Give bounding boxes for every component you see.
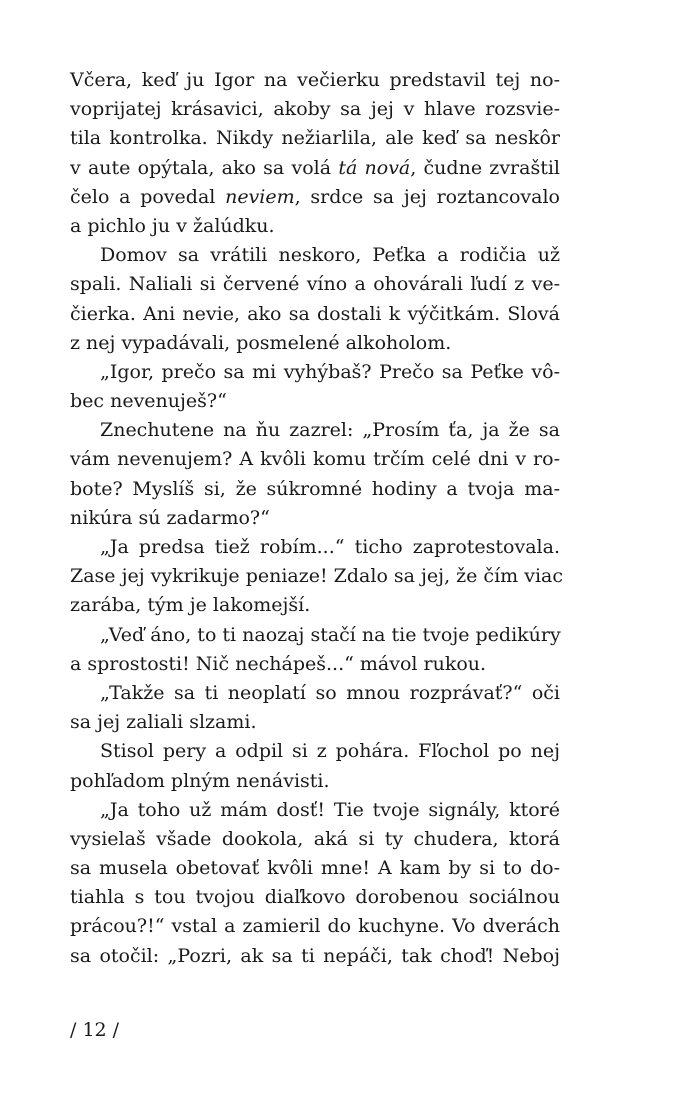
text-run: „Veď áno, to ti naozaj stačí na tie tvoje pedikúry <box>100 623 561 646</box>
text-line <box>70 475 560 504</box>
text-line <box>70 591 560 620</box>
text-run: „Ja toho už mám dosť! Tie tvoje signály, ktoré <box>100 798 560 821</box>
text-line <box>70 358 560 387</box>
text-run: sa otočil: „Pozri, ak sa ti nepáči, tak choď! Neboj <box>70 944 560 967</box>
text-run: bec nevenuješ?“ <box>70 390 227 413</box>
text-line <box>70 942 560 971</box>
text-run: čierka. Ani nevie, ako sa dostali k výčitkám. Slová <box>70 302 560 325</box>
body-text <box>70 66 563 971</box>
text-line <box>70 416 560 445</box>
text-line <box>70 679 560 708</box>
text-line <box>70 66 560 95</box>
text-run: a pichlo ju v žalúdku. <box>70 214 275 237</box>
text-run: sa musela obetovať kvôli mne! A kam by si to do- <box>70 857 560 880</box>
text-line <box>70 270 560 299</box>
italic-text-run: tá nová <box>338 156 411 179</box>
text-line <box>70 300 560 329</box>
text-run: z nej vypadávali, posmelené alkoholom. <box>70 331 452 354</box>
text-run: nikúra sú zadarmo?“ <box>70 506 270 529</box>
text-run: pohľadom plným nenávisti. <box>70 769 330 792</box>
text-run: Včera, keď ju Igor na večierku predstavil tej no- <box>70 69 560 91</box>
text-run: spali. Naliali si červené víno a ohovárali ľudí z ve- <box>70 273 560 296</box>
text-line <box>70 562 563 591</box>
text-run: , srdce sa jej roztancovalo <box>294 185 560 208</box>
text-run: prácou?!“ vstal a zamieril do kuchyne. Vo dverách <box>70 915 560 938</box>
text-run: vám nevenujem? A kvôli komu trčím celé dni v ro- <box>70 448 560 471</box>
text-run: bote? Myslíš si, že súkromné hodiny a tvoja ma- <box>70 477 560 500</box>
text-run: „Ja predsa tiež robím...“ ticho zaprotestovala. <box>100 536 560 558</box>
text-line <box>70 154 560 183</box>
text-run: a sprostosti! Nič nechápeš...“ mávol rukou. <box>70 652 487 675</box>
text-run: čelo a povedal <box>70 185 226 208</box>
text-run: v aute opýtala, ako sa volá <box>70 156 339 179</box>
text-line <box>70 796 560 825</box>
text-line <box>70 504 560 533</box>
text-line <box>70 912 560 941</box>
text-line <box>70 329 560 358</box>
text-run: sa jej zaliali slzami. <box>70 711 257 734</box>
text-line <box>70 650 560 679</box>
text-line <box>70 767 560 796</box>
text-run: voprijatej krásavici, akoby sa jej v hlave rozsvie- <box>70 98 560 121</box>
text-line <box>70 212 560 241</box>
text-run: Stisol pery a odpil si z pohára. Fľochol po nej <box>100 740 560 763</box>
text-line <box>70 825 560 854</box>
text-line <box>70 183 560 212</box>
text-run: tiahla s tou tvojou diaľkovo dorobenou sociálnou <box>70 886 560 909</box>
text-line <box>70 708 560 737</box>
text-run: zarába, tým je lakomejší. <box>70 594 311 617</box>
text-run: „Takže sa ti neoplatí so mnou rozprávať?“ oči <box>100 681 560 704</box>
text-line <box>70 445 560 474</box>
text-run: Znechutene na ňu zazrel: „Prosím ťa, ja že sa <box>100 419 560 442</box>
text-line <box>70 387 560 416</box>
text-line <box>70 621 560 650</box>
text-run: „Igor, prečo sa mi vyhýbaš? Prečo sa Peťke vô- <box>100 360 560 383</box>
text-line <box>70 241 560 270</box>
text-run: tila kontrolka. Nikdy nežiarlila, ale keď sa neskôr <box>70 127 560 150</box>
text-run: vysielaš všade dookola, aká si ty chudera, ktorá <box>70 827 560 850</box>
text-run: Zase jej vykrikuje peniaze! Zdalo sa jej, že čím viac <box>70 565 563 588</box>
page-number: / 12 / <box>70 1019 120 1041</box>
text-line <box>70 533 560 562</box>
text-run: Domov sa vrátili neskoro, Peťka a rodičia už <box>100 244 560 267</box>
text-run: , čudne zvraštil <box>410 156 561 179</box>
text-line <box>70 883 560 912</box>
text-line <box>70 124 560 153</box>
text-line <box>70 737 560 766</box>
text-line <box>70 95 560 124</box>
italic-text-run: neviem <box>225 185 295 208</box>
text-line <box>70 854 560 883</box>
